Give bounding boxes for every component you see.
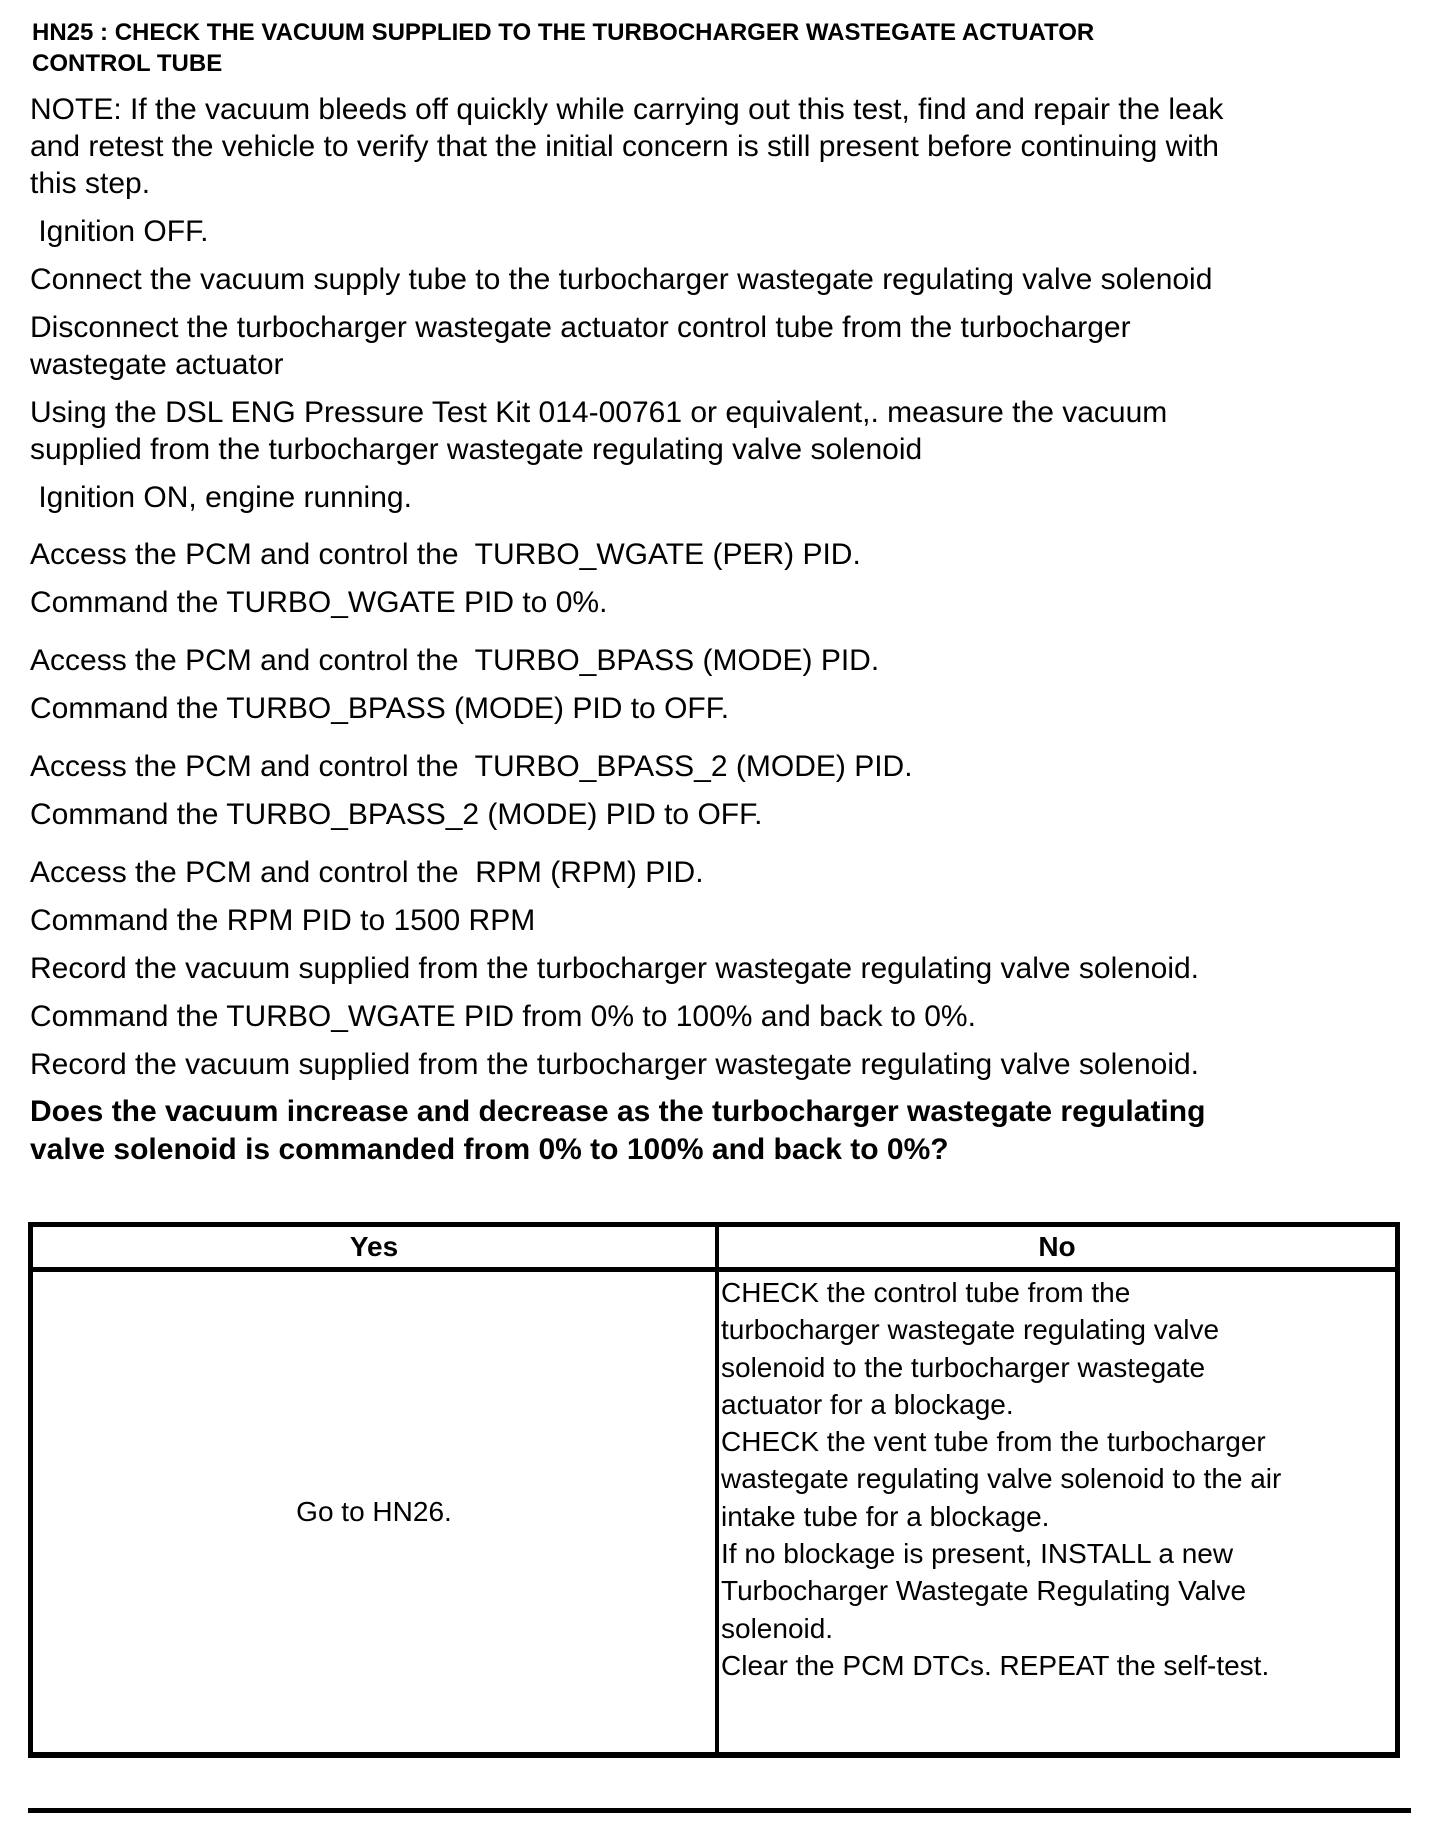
question-line: Does the vacuum increase and decrease as the turbocharger wastegate regulating: [30, 1095, 1206, 1128]
step-disconnect-tube-cont: wastegate actuator: [30, 348, 284, 381]
step-command-wgate-sweep: Command the TURBO_WGATE PID from 0% to 100% and back to 0%.: [30, 1000, 976, 1033]
step-command-wgate: Command the TURBO_WGATE PID to 0%.: [30, 586, 608, 619]
no-action-line: CHECK the vent tube from the turbocharger: [721, 1426, 1266, 1458]
step-record-vacuum-1: Record the vacuum supplied from the turbocharger wastegate regulating valve solenoid.: [30, 952, 1200, 985]
step-command-bpass2: Command the TURBO_BPASS_2 (MODE) PID to OFF.: [30, 798, 763, 831]
no-action-line: solenoid.: [721, 1612, 834, 1644]
table-cell-no: [721, 1274, 1393, 1684]
table-column-divider: [715, 1227, 719, 1752]
step-command-bpass: Command the TURBO_BPASS (MODE) PID to OFF.: [30, 692, 730, 725]
step-command-rpm: Command the RPM PID to 1500 RPM: [30, 904, 536, 937]
step-access-bpass: Access the PCM and control the TURBO_BPASS (MODE) PID.: [30, 644, 880, 677]
step-ignition-off: Ignition OFF.: [30, 215, 209, 248]
step-record-vacuum-2: Record the vacuum supplied from the turbocharger wastegate regulating valve solenoid.: [30, 1048, 1200, 1081]
table-header-yes: Yes: [349, 1231, 399, 1262]
step-title-line-2: CONTROL TUBE: [32, 50, 223, 77]
step-connect-vacuum: Connect the vacuum supply tube to the turbocharger wastegate regulating valve solenoid: [30, 263, 1213, 296]
step-access-bpass2: Access the PCM and control the TURBO_BPASS_2 (MODE) PID.: [30, 750, 913, 783]
bottom-rule: [28, 1808, 1411, 1813]
decision-table: [28, 1222, 1400, 1758]
no-action-line: turbocharger wastegate regulating valve: [721, 1314, 1220, 1346]
note-line: NOTE: If the vacuum bleeds off quickly while carrying out this test, find and repair the leak: [30, 93, 1224, 126]
question-line: valve solenoid is commanded from 0% to 100% and back to 0%?: [30, 1133, 949, 1166]
no-action-line: actuator for a blockage.: [721, 1388, 1014, 1420]
no-action-line: CHECK the control tube from the: [721, 1277, 1131, 1308]
note-line: this step.: [30, 167, 151, 200]
table-header-no: No: [1038, 1231, 1076, 1262]
no-action-line: Turbocharger Wastegate Regulating Valve: [721, 1575, 1247, 1607]
no-action-line: wastegate regulating valve solenoid to the air: [721, 1463, 1282, 1495]
note-line: and retest the vehicle to verify that the initial concern is still present before continuing with: [30, 130, 1219, 163]
no-action-line: If no blockage is present, INSTALL a new: [721, 1538, 1234, 1570]
step-disconnect-tube: Disconnect the turbocharger wastegate actuator control tube from the turbocharger: [30, 311, 1131, 344]
step-measure-vacuum: Using the DSL ENG Pressure Test Kit 014-00761 or equivalent,. measure the vacuum: [30, 396, 1168, 429]
no-action-line: intake tube for a blockage.: [721, 1500, 1050, 1532]
step-access-wgate: Access the PCM and control the TURBO_WGATE (PER) PID.: [30, 538, 861, 571]
no-action-line: Clear the PCM DTCs. REPEAT the self-test.: [721, 1649, 1270, 1681]
step-ignition-on: Ignition ON, engine running.: [30, 481, 412, 514]
step-measure-vacuum-cont: supplied from the turbocharger wastegate regulating valve solenoid: [30, 433, 923, 466]
table-cell-yes: [33, 1272, 715, 1752]
no-action-line: solenoid to the turbocharger wastegate: [721, 1351, 1206, 1383]
step-title-line-1: HN25 : CHECK THE VACUUM SUPPLIED TO THE TURBOCHARGER WASTEGATE ACTUATOR: [32, 19, 1095, 46]
yes-action-text: Go to HN26.: [296, 1496, 452, 1527]
step-access-rpm: Access the PCM and control the RPM (RPM) PID.: [30, 856, 704, 889]
